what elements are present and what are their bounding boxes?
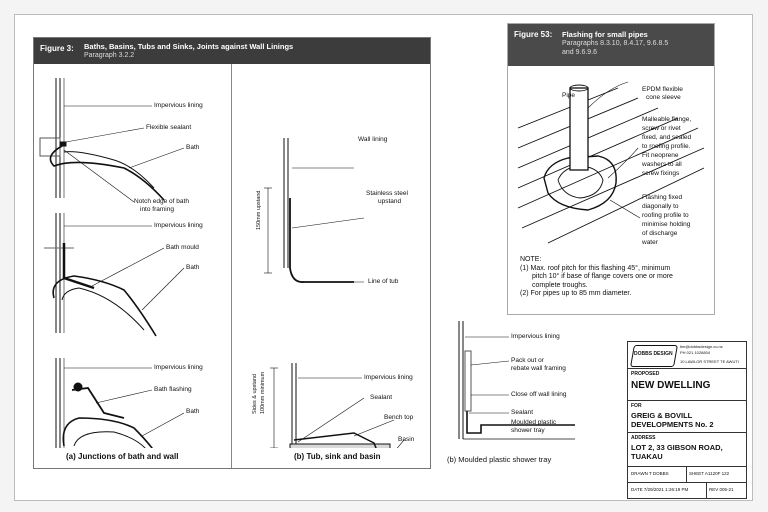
titleblock-address-row bbox=[628, 432, 746, 467]
label-impervious-lining-3: Impervious lining bbox=[154, 364, 203, 371]
bath-junction-drawings bbox=[34, 68, 230, 448]
logo-text: DOBBS DESIGN bbox=[634, 351, 673, 357]
titleblock-client-row bbox=[628, 400, 746, 433]
titleblock-project-row bbox=[628, 368, 746, 401]
address-label: ADDRESS bbox=[631, 435, 656, 441]
label-stainless-1: Stainless steel bbox=[366, 190, 408, 197]
figure53-number: Figure 53: bbox=[514, 30, 553, 39]
drawing-sheet bbox=[14, 14, 753, 501]
label-epdm-1: EPDM flexible bbox=[642, 86, 683, 93]
shower-label-rebate: rebate wall framing bbox=[511, 365, 566, 372]
dim-100-minimum: 100mm minimum bbox=[260, 371, 266, 414]
label-notch-1: Notch edge of bath bbox=[134, 198, 189, 205]
dim-150-upstand: 150mm upstand bbox=[256, 190, 262, 230]
note-1a: (1) Max. roof pitch for this flashing 45°, minimum bbox=[520, 264, 671, 272]
label-flexible-sealant: Flexible sealant bbox=[146, 124, 192, 131]
label-flashing-5: of discharge bbox=[642, 230, 678, 237]
drawn-by: DRAWN T DOBBS bbox=[631, 471, 669, 476]
figure53-header bbox=[508, 24, 714, 66]
figure53-paragraph2: and 9.6.9.6 bbox=[562, 49, 598, 56]
label-pipe: Pipe bbox=[562, 92, 576, 99]
label-bath-3: Bath bbox=[186, 408, 200, 415]
label-malleable-7: screw fixings bbox=[642, 170, 680, 177]
titleblock-logo-row bbox=[628, 342, 746, 369]
label-malleable-1: Malleable flange, bbox=[642, 116, 692, 123]
figure3-title: Baths, Basins, Tubs and Sinks, Joints against Wall Linings bbox=[84, 42, 294, 51]
label-stainless-2: upstand bbox=[378, 198, 402, 205]
shower-label-impervious: Impervious lining bbox=[511, 333, 560, 340]
dim-sides-upstand: Sides & upstand bbox=[252, 373, 258, 414]
project-name: NEW DWELLING bbox=[631, 380, 711, 391]
label-flashing-6: water bbox=[642, 239, 658, 246]
figure3-panel bbox=[33, 37, 431, 469]
address-line-2: TUAKAU bbox=[631, 452, 663, 461]
label-sealant: Sealant bbox=[370, 394, 393, 401]
label-flashing-3: roofing profile to bbox=[642, 212, 689, 219]
shower-label-close-off: Close off wall lining bbox=[511, 391, 567, 398]
titleblock-meta-row-2 bbox=[628, 482, 746, 498]
titleblock-studio-address: 10 LAWLOR STREET TE AWUTI bbox=[680, 359, 739, 364]
caption-junctions: (a) Junctions of bath and wall bbox=[66, 452, 179, 461]
sheet-number: SHEET A1120F 122 bbox=[689, 471, 730, 476]
meta-divider-2 bbox=[706, 482, 707, 498]
figure53-title: Flashing for small pipes bbox=[562, 30, 648, 39]
title-block bbox=[627, 341, 747, 499]
figure3-paragraph: Paragraph 3.2.2 bbox=[84, 52, 135, 59]
label-malleable-5: Fit neoprene bbox=[642, 152, 679, 159]
shower-label-moulded-2: shower tray bbox=[511, 427, 545, 434]
label-basin: Basin bbox=[398, 436, 415, 443]
label-flashing-1: Flashing fixed bbox=[642, 194, 683, 201]
note-1b: pitch 10° if base of flange covers one or more bbox=[532, 273, 673, 280]
note-title: NOTE: bbox=[520, 256, 542, 263]
label-malleable-2: screw or rivet bbox=[642, 125, 681, 132]
label-impervious-lining-1: Impervious lining bbox=[154, 102, 203, 109]
shower-label-pack-out: Pack out or bbox=[511, 357, 544, 364]
revision: REV 005-21 bbox=[709, 487, 734, 492]
label-flashing-2: diagonally to bbox=[642, 203, 679, 210]
label-malleable-4: to roofing profile. bbox=[642, 143, 691, 150]
shower-label-moulded-1: Moulded plastic bbox=[511, 419, 557, 426]
figure3-number: Figure 3: bbox=[40, 44, 74, 53]
label-bath-mould: Bath mould bbox=[166, 244, 199, 251]
label-malleable-6: washers to all bbox=[642, 161, 682, 168]
figure3-header bbox=[34, 38, 430, 64]
label-bath-2: Bath bbox=[186, 264, 200, 271]
label-notch-2: into framing bbox=[140, 206, 174, 213]
label-bench-top: Bench top bbox=[384, 414, 414, 421]
figure3-divider bbox=[231, 64, 232, 468]
address-line-1: LOT 2, 33 GIBSON ROAD, bbox=[631, 443, 723, 452]
label-flashing-4: minimise holding bbox=[642, 221, 691, 228]
label-malleable-3: fixed, and sealed bbox=[642, 134, 692, 141]
label-bath-flashing: Bath flashing bbox=[154, 386, 192, 393]
label-line-of-tub: Line of tub bbox=[368, 278, 399, 285]
drawing-date: DATE 7/29/2021 1:26:19 PM bbox=[631, 487, 689, 492]
for-label: FOR bbox=[631, 403, 642, 409]
label-impervious-lining-4: Impervious lining bbox=[364, 374, 413, 381]
caption-shower-tray: (b) Moulded plastic shower tray bbox=[447, 455, 552, 464]
label-bath-1: Bath bbox=[186, 144, 200, 151]
client-line-2: DEVELOPMENTS No. 2 bbox=[631, 420, 714, 429]
figure53-paragraph: Paragraphs 8.3.10, 8.4.17, 9.6.8.5 bbox=[562, 40, 669, 47]
label-epdm-2: cone sleeve bbox=[646, 94, 681, 101]
note-1c: complete troughs. bbox=[532, 281, 588, 289]
proposed-label: PROPOSED bbox=[631, 371, 660, 377]
label-impervious-lining-2: Impervious lining bbox=[154, 222, 203, 229]
caption-tub-sink: (b) Tub, sink and basin bbox=[294, 452, 381, 461]
label-wall-lining: Wall lining bbox=[358, 136, 388, 143]
figure53-notes bbox=[520, 256, 673, 299]
note-2: (2) For pipes up to 85 mm diameter. bbox=[520, 290, 632, 297]
client-line-1: GREIG & BOVILL bbox=[631, 411, 693, 420]
titleblock-meta-row-1 bbox=[628, 466, 746, 483]
shower-label-sealant: Sealant bbox=[511, 409, 534, 416]
titleblock-email: tim@dobbsdesign.co.nz bbox=[680, 344, 723, 349]
figure53-panel bbox=[507, 23, 715, 315]
meta-divider-1 bbox=[686, 466, 687, 482]
titleblock-phone: PH 021 1026804 bbox=[680, 350, 711, 355]
